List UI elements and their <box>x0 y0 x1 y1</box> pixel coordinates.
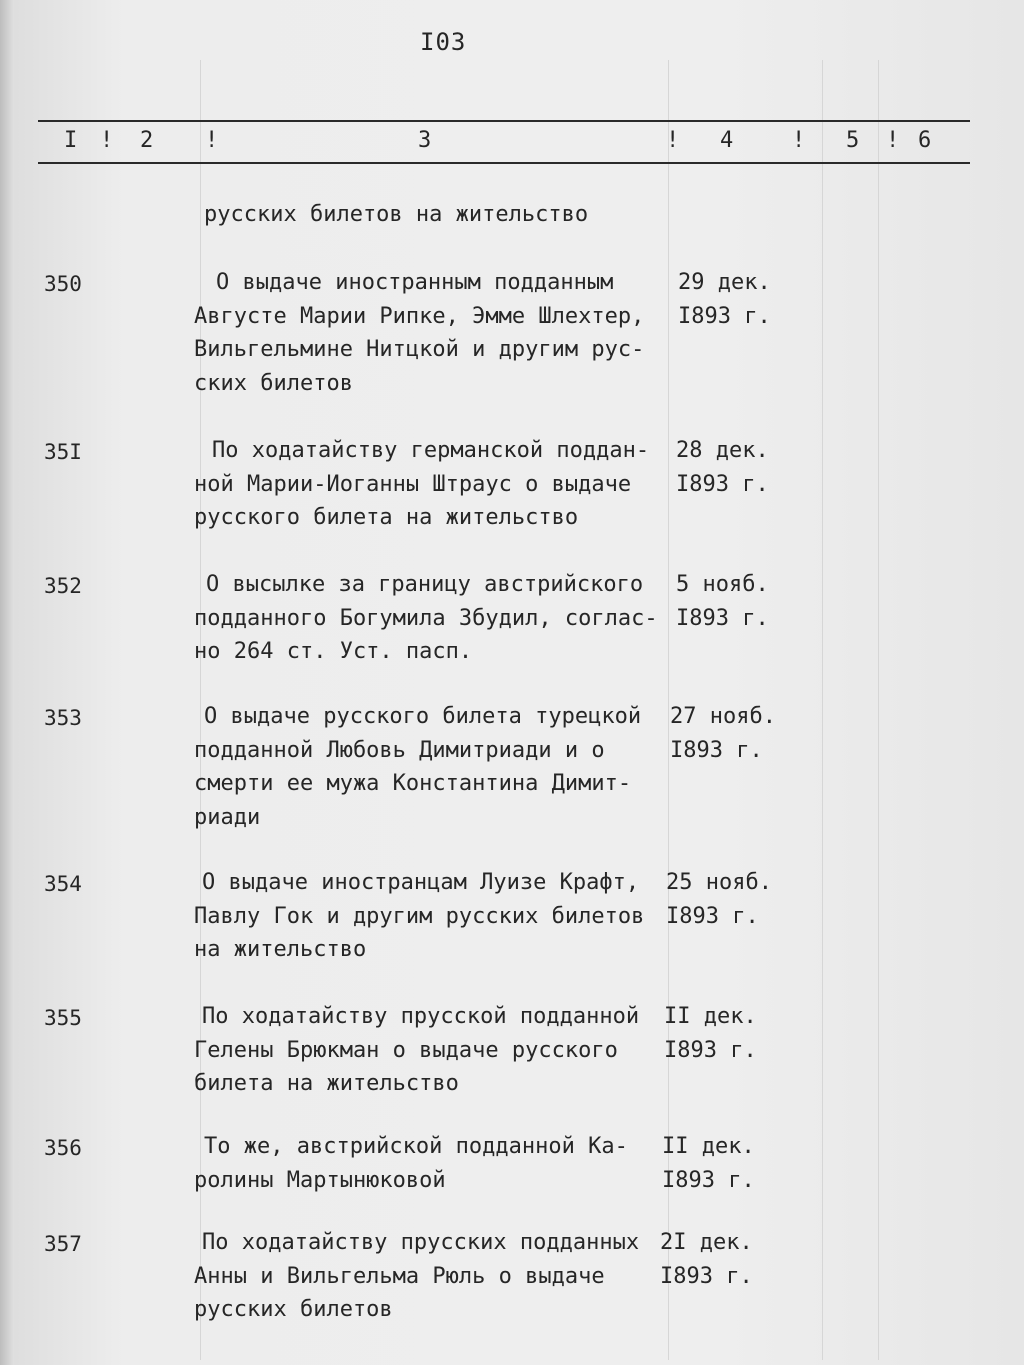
entry-date-line: I893 г. <box>664 1037 757 1063</box>
entry-date-line: 27 нояб. <box>670 704 776 729</box>
entry-date-line: 5 нояб. <box>676 572 769 597</box>
entry-date-line: 28 дек. <box>676 438 769 463</box>
header-col-5: 5 <box>846 128 860 153</box>
entry-date-line: II дек. <box>664 1004 757 1029</box>
entry-text-line: По ходатайству германской поддан- <box>212 438 650 463</box>
entry-date-line: 2I дек. <box>660 1230 753 1255</box>
entry-number: 357 <box>44 1232 82 1256</box>
entry-number: 354 <box>44 872 82 896</box>
entry-text-line: О выдаче иностранным подданным <box>216 270 614 295</box>
header-col-1: I <box>64 128 78 153</box>
entry-text-line: О высылке за границу австрийского <box>206 572 644 597</box>
continuation-text: русских билетов на жительство <box>204 202 589 227</box>
entry-date-line: II дек. <box>662 1134 755 1159</box>
entry-number: 350 <box>44 272 82 296</box>
entry-number: 356 <box>44 1136 82 1160</box>
entry-text-line: на жительство <box>194 937 367 962</box>
header-separator: ! <box>205 128 219 153</box>
header-separator: ! <box>886 128 900 153</box>
entry-date-line: I893 г. <box>662 1167 755 1193</box>
entry-text-line: Августе Марии Рипке, Эмме Шлехтер, <box>194 303 645 329</box>
entry-date-line: I893 г. <box>676 471 769 497</box>
entry-text-line: Вильгельмине Нитцкой и другим рус- <box>194 337 645 362</box>
header-col-2: 2 <box>140 128 154 153</box>
entry-text-line: Павлу Гок и другим русских билетов <box>194 903 645 929</box>
entry-text-line: но 264 ст. Уст. пасп. <box>194 639 473 664</box>
entry-text-line: То же, австрийской подданной Ка- <box>204 1134 628 1159</box>
entry-text-line: русских билетов <box>194 1297 393 1322</box>
entry-text-line: билета на жительство <box>194 1071 459 1096</box>
entry-number: 355 <box>44 1006 82 1030</box>
header-col-3: 3 <box>418 128 432 153</box>
entry-date-line: I893 г. <box>670 737 763 763</box>
entry-text-line: ских билетов <box>194 370 353 396</box>
entry-text-line: смерти ее мужа Константина Димит- <box>194 771 632 796</box>
entry-text-line: подданного Богумила Збудил, соглас- <box>194 605 658 631</box>
entry-number: 352 <box>44 574 82 598</box>
entry-text-line: ной Марии-Иоганны Штраус о выдаче <box>194 471 632 497</box>
entry-text-line: О выдаче русского билета турецкой <box>204 704 642 729</box>
header-col-4: 4 <box>720 128 734 153</box>
entry-date-line: I893 г. <box>660 1263 753 1289</box>
entry-text-line: русского билета на жительство <box>194 505 579 530</box>
entry-text-line: По ходатайству прусской подданной <box>202 1004 640 1029</box>
entry-text-line: подданной Любовь Димитриади и о <box>194 737 605 763</box>
entry-text-line: риади <box>194 804 261 830</box>
entry-number: 353 <box>44 706 82 730</box>
page-number: I03 <box>420 28 467 56</box>
header-separator: ! <box>100 128 114 153</box>
entry-text-line: О выдаче иностранцам Луизе Крафт, <box>202 870 640 895</box>
header-separator: ! <box>792 128 806 153</box>
entry-text-line: По ходатайству прусских подданных <box>202 1230 640 1255</box>
entry-date-line: I893 г. <box>678 303 771 329</box>
header-col-6: 6 <box>918 128 932 153</box>
entry-text-line: Гелены Брюкман о выдаче русского <box>194 1037 618 1063</box>
entry-date-line: 25 нояб. <box>666 870 772 895</box>
header-separator: ! <box>666 128 680 153</box>
entry-text-line: ролины Мартынюковой <box>194 1167 446 1193</box>
entry-date-line: I893 г. <box>676 605 769 631</box>
entry-date-line: 29 дек. <box>678 270 771 295</box>
entry-text-line: Анны и Вильгельма Рюль о выдаче <box>194 1263 605 1289</box>
entry-number: 35I <box>44 440 82 464</box>
entry-date-line: I893 г. <box>666 903 759 929</box>
